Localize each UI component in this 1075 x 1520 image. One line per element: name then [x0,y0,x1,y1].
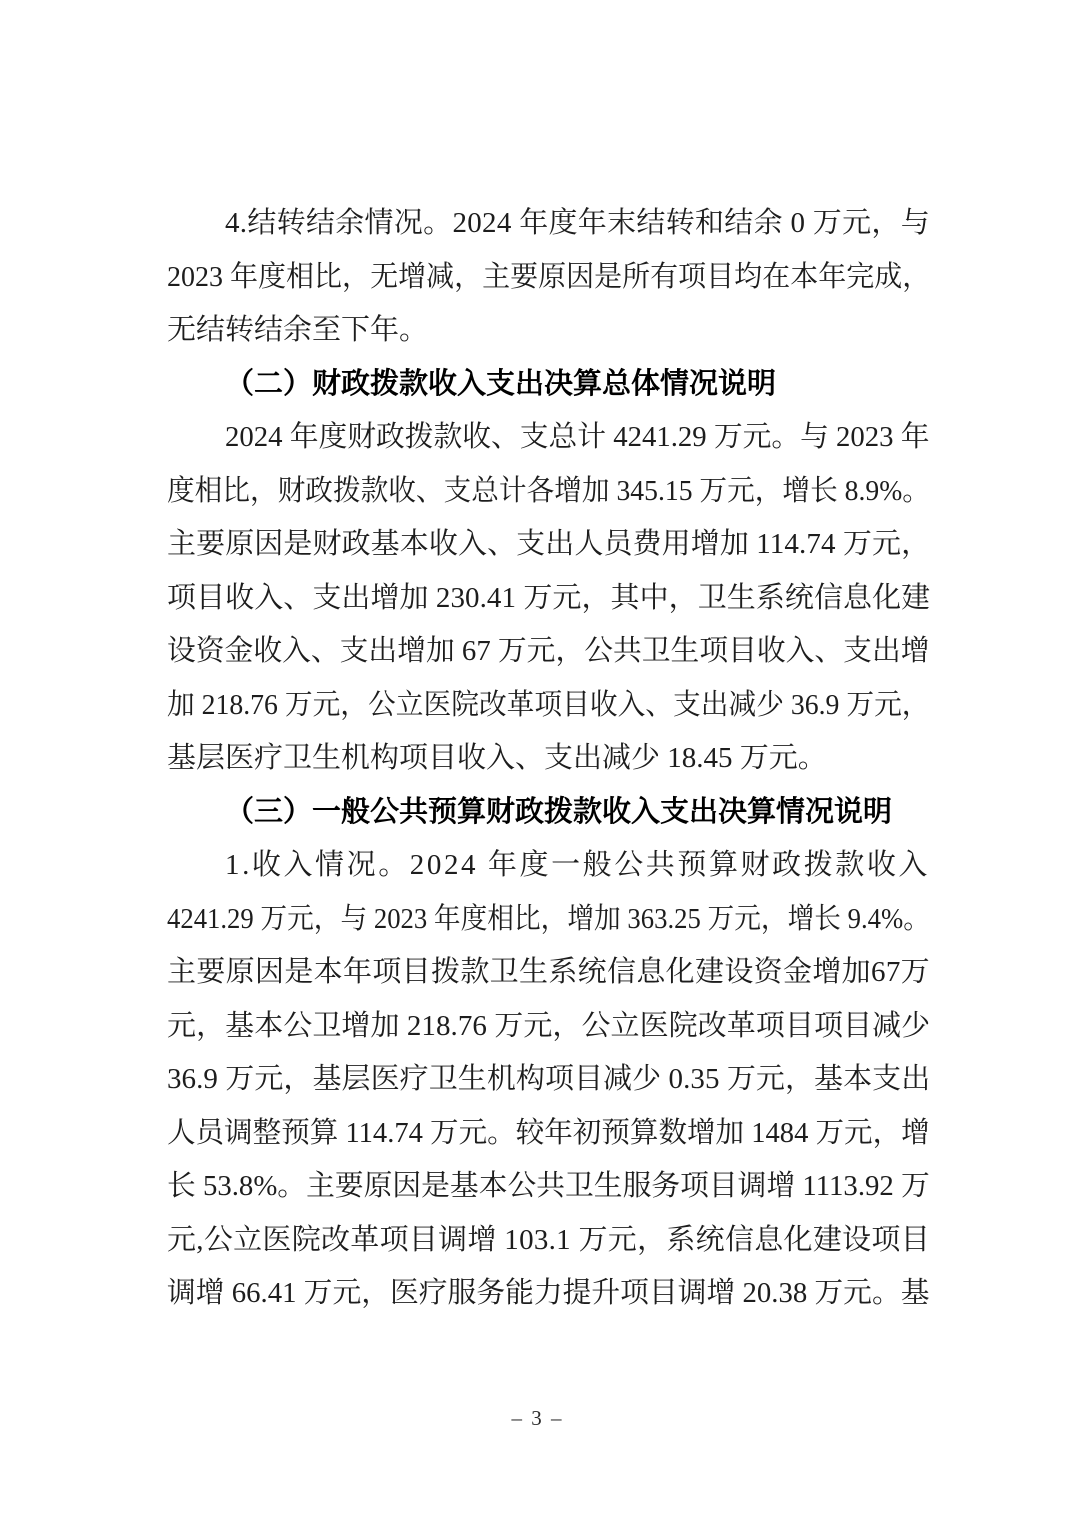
paragraph-body [167,197,930,358]
text-line-content: 元,公立医院改革项目调增 103.1 万元，系统信息化建设项目 [167,1223,931,1256]
text-line [167,251,930,305]
text-line-content: （二）财政拨款收入支出决算总体情况说明 [225,367,777,400]
text-line [167,732,930,786]
text-line-content: 长 53.8%。主要原因是基本公共卫生服务项目调增 1113.92 万 [167,1170,930,1202]
text-line [167,786,930,840]
text-line [167,1267,930,1321]
text-line-content: 4.结转结余情况。2024 年度年末结转和结余 0 万元，与 [225,207,931,239]
text-line-content: 主要原因是财政基本收入、支出人员费用增加 114.74 万元， [167,528,931,560]
paragraph-heading [167,358,930,412]
text-line-content: 主要原因是本年项目拨款卫生系统信息化建设资金增加67万 [167,956,931,988]
paragraph-body [167,839,930,1321]
text-line [167,893,930,947]
text-line [167,411,930,465]
text-line [167,1053,930,1107]
text-line-content: 无结转结余至下年。 [167,314,429,346]
text-line [167,679,930,733]
text-line-content: 基层医疗卫生机构项目收入、支出减少 18.45 万元。 [167,742,827,774]
text-line [167,625,930,679]
text-line-content: 度相比，财政拨款收、支总计各增加 345.15 万元，增长 8.9%。 [167,474,930,507]
text-line-content: 人员调整预算 114.74 万元。较年初预算数增加 1484 万元，增 [167,1116,930,1149]
text-line [167,572,930,626]
text-line [167,358,930,412]
text-line-content: 2023 年度相比，无增减，主要原因是所有项目均在本年完成， [167,260,931,293]
text-line-content: 2024 年度财政拨款收、支总计 4241.29 万元。与 2023 年 [225,421,930,453]
text-line-content: 设资金收入、支出增加 67 万元，公共卫生项目收入、支出增 [167,635,930,667]
paragraph-body [167,411,930,786]
text-line [167,946,930,1000]
text-line [167,304,930,358]
text-line-content: 加 218.76 万元，公立医院改革项目收入、支出减少 36.9 万元， [167,688,930,721]
document-body [167,197,930,1321]
text-line-content: 调增 66.41 万元，医疗服务能力提升项目调增 20.38 万元。基 [167,1277,930,1309]
text-line-content: 项目收入、支出增加 230.41 万元，其中，卫生系统信息化建 [167,581,931,614]
text-line [167,518,930,572]
text-line [167,1107,930,1161]
text-line [167,1214,930,1268]
text-line [167,465,930,519]
text-line-content: （三）一般公共预算财政拨款收入支出决算情况说明 [225,795,893,828]
paragraph-heading [167,786,930,840]
text-line-content: 1.收入情况。2024 年度一般公共预算财政拨款收入 [225,849,931,881]
text-line-content: 36.9 万元，基层医疗卫生机构项目减少 0.35 万元，基本支出 [167,1063,931,1095]
text-line [167,197,930,251]
text-line-content: 元，基本公卫增加 218.76 万元，公立医院改革项目项目减少 [167,1009,931,1042]
page-number: – 3 – [511,1406,564,1430]
text-line [167,1000,930,1054]
text-line [167,839,930,893]
text-line-content: 4241.29 万元，与 2023 年度相比，增加 363.25 万元，增长 9.4%。 [167,902,930,935]
text-line [167,1160,930,1214]
